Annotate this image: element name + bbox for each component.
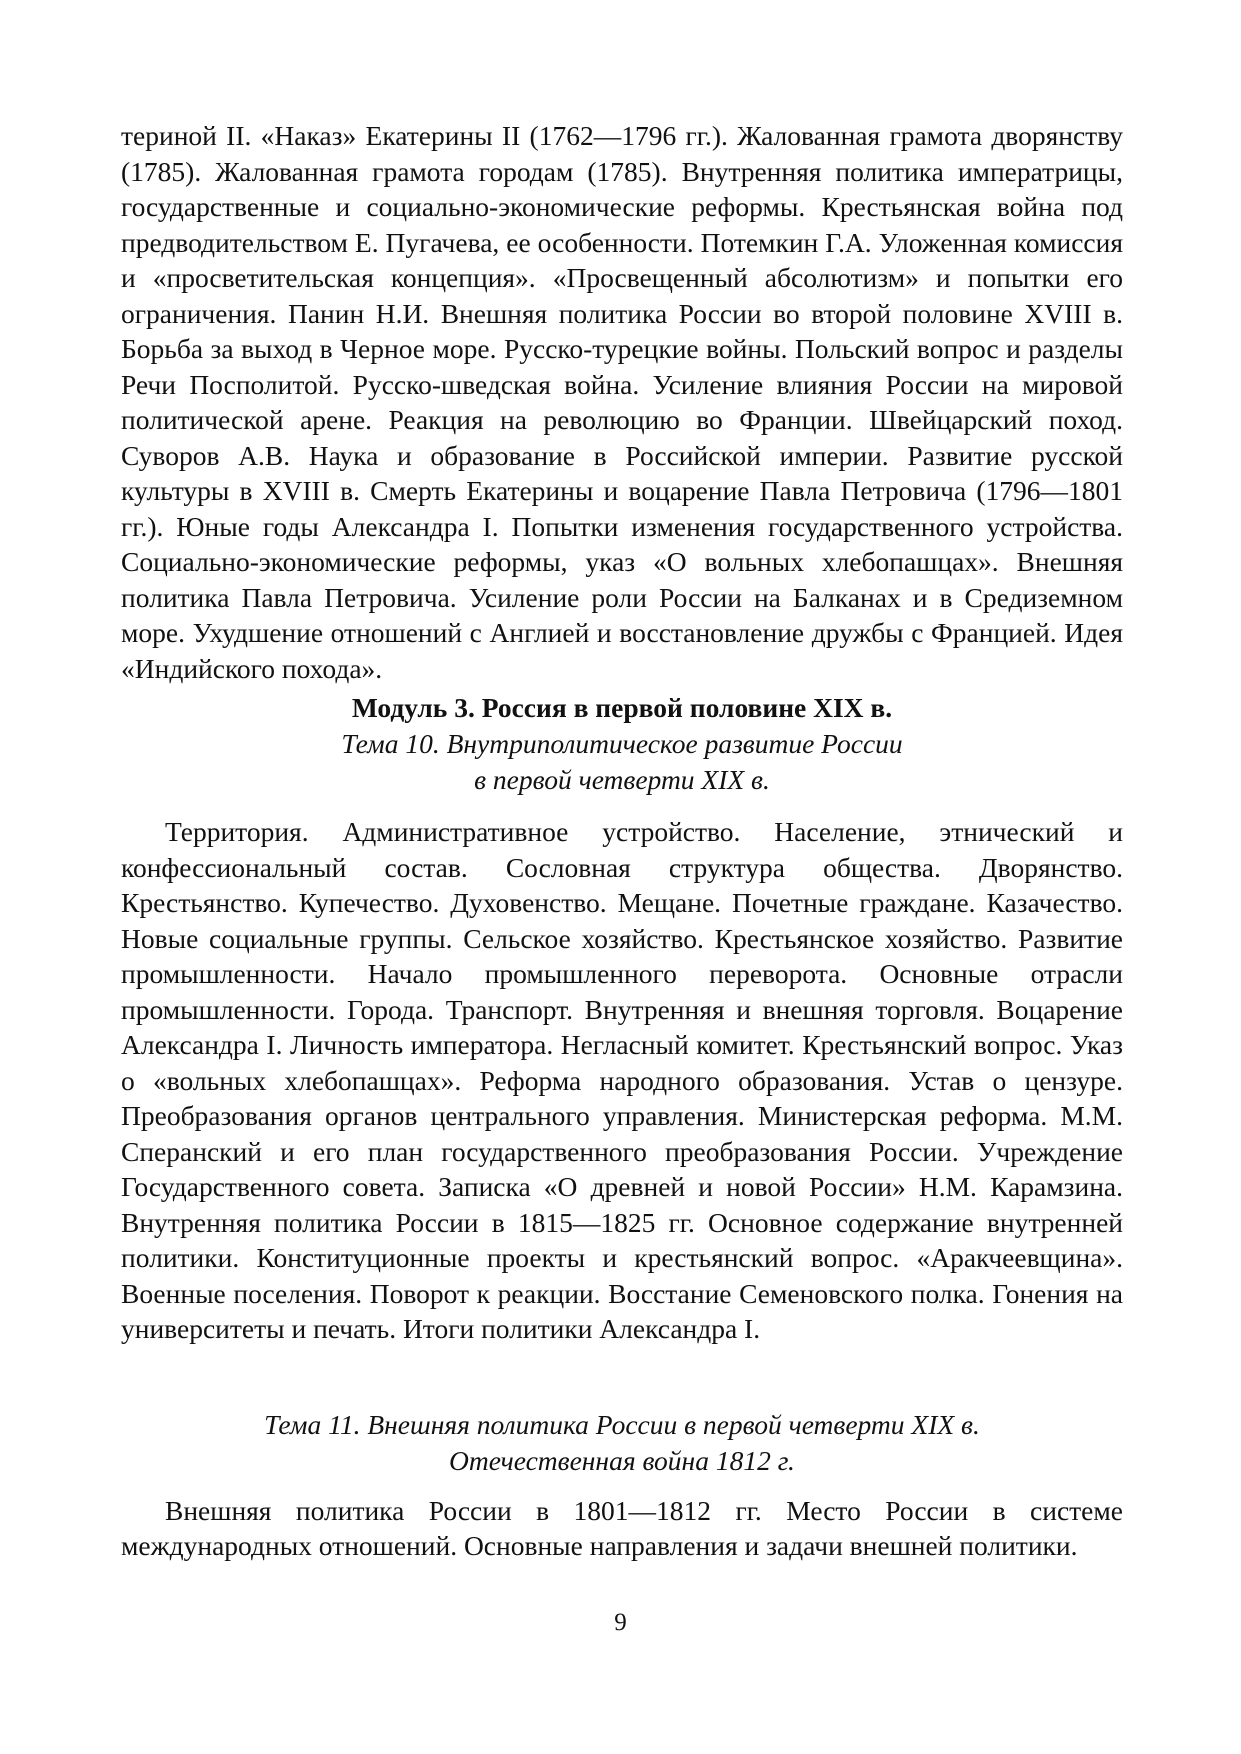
module-heading: Модуль 3. Россия в первой половине XIX в. — [351, 692, 893, 723]
topic-11-heading — [121, 1407, 1123, 1479]
intro-paragraph: териной II. «Наказ» Екатерины II (1762—1796 гг.). Жалованная грамота дворянству (1785). Жалованная грамота городам (1785). Внутренняя политика императрицы, государственные и социально-экономические реформы. Крестьянская война под предводительством Е. Пугачева, ее особенности. Потемкин Г.А. Уложенная комиссия и «просветительская концепция». «Просвещенный абсолютизм» и попытки его ограничения. Панин Н.И. Внешняя политика России во второй половине XVIII в. Борьба за выход в Черное море. Русско-турецкие войны. Польский вопрос и разделы Речи Посполитой. Русско-шведская война. Усиление влияния России на мировой политической арене. Реакция на революцию во Франции. Швейцарский поход. Суворов А.В. Наука и образование в Российской империи. Развитие русской культуры в XVIII в. Смерть Екатерины и воцарение Павла Петровича (1796—1801 гг.). Юные годы Александра I. Попытки изменения государственного устройства. Социально-экономические реформы, указ «О вольных хлебопашцах». Внешняя политика Павла Петровича. Усиление роли России на Балканах и в Средиземном море. Ухудшение отношений с Англией и восстановление дружбы с Францией. Идея «Индийского похода». — [121, 120, 1123, 684]
topic-10-paragraph: Территория. Административное устройство. Население, этнический и конфессиональный состав. Сословная структура общества. Дворянство. Крестьянство. Купечество. Духовенство. Мещане. Почетные граждане. Казачество. Новые социальные группы. Сельское хозяйство. Крестьянское хозяйство. Развитие промышленности. Начало промышленного переворота. Основные отрасли промышленности. Города. Транспорт. Внутренняя и внешняя торговля. Воцарение Александра I. Личность императора. Негласный комитет. Крестьянский вопрос. Указ о «вольных хлебопашцах». Реформа народного образования. Устав о цензуре. Преобразования органов центрального управления. Министерская реформа. М.М. Сперанский и его план государственного преобразования России. Учреждение Государственного совета. Записка «О древней и новой России» Н.М. Карамзина. Внутренняя политика России в 1815—1825 гг. Основное содержание внутренней политики. Конституционные проекты и крестьянский вопрос. «Аракчеевщина». Военные поселения. Поворот к реакции. Восстание Семеновского полка. Гонения на университеты и печать. Итоги политики Александра I. — [121, 816, 1123, 1344]
topic-11-paragraph: Внешняя политика России в 1801—1812 гг. Место России в системе международных отношений. Основные направления и задачи внешней политики. — [121, 1494, 1123, 1561]
page-number: 9 — [614, 1609, 627, 1636]
topic-11-heading-line-1: Тема 11. Внешняя политика России в первой четверти XIX в. — [264, 1408, 980, 1440]
document-page — [121, 118, 1123, 1564]
topic-10-heading-line-1: Тема 10. Внутриполитическое развитие России — [341, 728, 903, 759]
topic-10-heading — [121, 726, 1123, 798]
topic-11-heading-line-2: Отечественная война 1812 г. — [449, 1444, 795, 1476]
topic-10-heading-line-2: в первой четверти XIX в. — [474, 764, 770, 795]
